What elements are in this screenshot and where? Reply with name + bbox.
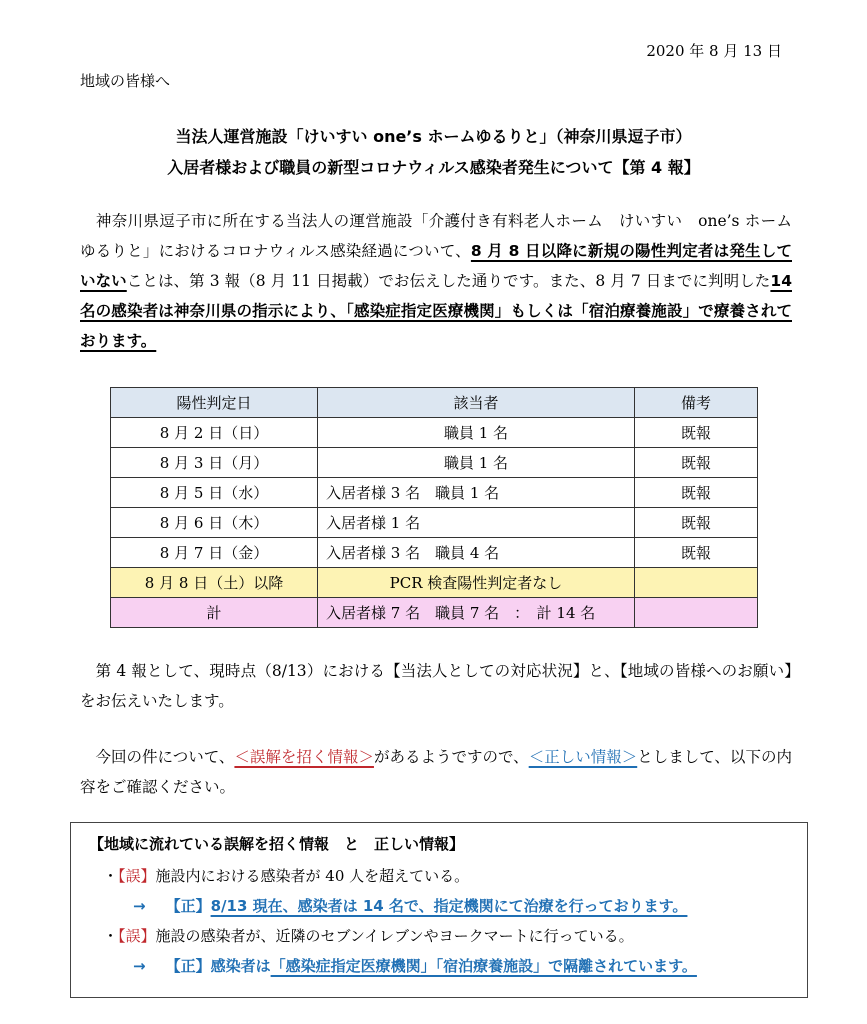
correction-text: 8/13 現在、感染者は 14 名で、指定機関にて治療を行っております。 xyxy=(210,897,688,915)
misinfo-correction-box xyxy=(70,822,808,998)
status-text: 第 4 報として、現時点（8/13）における【当法人としての対応状況】と、【地域の皆様へのお願い】をお伝えいたします。 xyxy=(80,662,792,710)
arrow-icon: → xyxy=(133,897,146,915)
intro-text-2: ことは、第 3 報（8 月 11 日掲載）でお伝えした通りです。また、8 月 7 日までに判明した xyxy=(126,272,771,290)
document-date: 2020 年 8 月 13 日 xyxy=(646,42,782,60)
misinfo-text: 施設内における感染者が 40 人を超えている。 xyxy=(155,867,470,885)
misinfo-item-1 xyxy=(103,865,469,886)
box-heading: 【地域に流れている誤解を招く情報 と 正しい情報】 xyxy=(89,835,465,853)
row-persons: 入居者様 1 名 xyxy=(318,508,635,538)
arrow-icon: → xyxy=(133,957,146,975)
intro-paragraph xyxy=(80,206,792,356)
table-header-row xyxy=(111,388,758,418)
notice-paragraph xyxy=(80,742,792,802)
table-row xyxy=(111,478,758,508)
row-note: 既報 xyxy=(635,448,758,478)
row-date: 8 月 2 日（日） xyxy=(111,418,318,448)
intro-highlight-treatment: 14 名の感染者は神奈川県の指示により、「感染症指定医療機関」もしくは「宿泊療養施設」で療養されております。 xyxy=(80,272,792,350)
title-line-2: 入居者様および職員の新型コロナウィルス感染者発生について【第 4 報】 xyxy=(167,158,700,177)
right-tag: 【正】 xyxy=(165,957,211,975)
header-date: 陽性判定日 xyxy=(111,388,318,418)
row-persons: PCR 検査陽性判定者なし xyxy=(318,568,635,598)
row-note: 既報 xyxy=(635,538,758,568)
total-label: 計 xyxy=(111,598,318,628)
table-row xyxy=(111,538,758,568)
correction-prefix: 感染者は xyxy=(210,957,271,975)
row-date: 8 月 5 日（水） xyxy=(111,478,318,508)
table-row xyxy=(111,448,758,478)
bullet: ・ xyxy=(103,927,119,945)
title-line-1: 当法人運営施設「けいすい one’s ホームゆるりと」（神奈川県逗子市） xyxy=(175,127,692,146)
row-date: 8 月 7 日（金） xyxy=(111,538,318,568)
correction-item-1 xyxy=(133,895,687,916)
misinfo-text: 施設の感染者が、近隣のセブンイレブンやヨークマートに行っている。 xyxy=(155,927,634,945)
table-row-after-aug-8 xyxy=(111,568,758,598)
notice-text-3: としまして、以下の内容をご確認ください。 xyxy=(80,748,792,796)
correction-text: 「感染症指定医療機関」「宿泊療養施設」で隔離されています。 xyxy=(270,957,697,975)
table-row xyxy=(111,418,758,448)
salutation: 地域の皆様へ xyxy=(80,72,171,90)
row-persons: 入居者様 3 名 職員 4 名 xyxy=(318,538,635,568)
notice-text-1: 今回の件について、 xyxy=(95,748,235,766)
row-persons: 職員 1 名 xyxy=(318,418,635,448)
cases-table xyxy=(110,387,758,628)
row-date: 8 月 3 日（月） xyxy=(111,448,318,478)
row-persons: 職員 1 名 xyxy=(318,448,635,478)
row-note: 既報 xyxy=(635,478,758,508)
intro-highlight-no-new-cases: 8 月 8 日以降に新規の陽性判定者は発生していない xyxy=(80,242,792,290)
status-paragraph xyxy=(80,656,792,716)
misinfo-label: ＜誤解を招く情報＞ xyxy=(234,748,374,766)
row-persons: 入居者様 3 名 職員 1 名 xyxy=(318,478,635,508)
wrong-tag: 【誤】 xyxy=(118,867,156,885)
row-note: 既報 xyxy=(635,418,758,448)
row-date: 8 月 6 日（木） xyxy=(111,508,318,538)
misinfo-item-2 xyxy=(103,925,634,946)
total-persons: 入居者様 7 名 職員 7 名 ： 計 14 名 xyxy=(318,598,635,628)
intro-text-1: 神奈川県逗子市に所在する当法人の運営施設「介護付き有料老人ホーム けいすい one’s ホームゆるりと」におけるコロナウィルス感染経過について、 xyxy=(80,212,792,260)
correction-item-2 xyxy=(133,955,697,976)
row-note: 既報 xyxy=(635,508,758,538)
table-row-total xyxy=(111,598,758,628)
total-note xyxy=(635,598,758,628)
row-note xyxy=(635,568,758,598)
right-tag: 【正】 xyxy=(165,897,211,915)
wrong-tag: 【誤】 xyxy=(118,927,156,945)
bullet: ・ xyxy=(103,867,119,885)
header-note: 備考 xyxy=(635,388,758,418)
header-persons: 該当者 xyxy=(318,388,635,418)
row-date: 8 月 8 日（土）以降 xyxy=(111,568,318,598)
notice-text-2: があるようですので、 xyxy=(373,748,529,766)
correct-info-label: ＜正しい情報＞ xyxy=(528,748,638,766)
table-row xyxy=(111,508,758,538)
